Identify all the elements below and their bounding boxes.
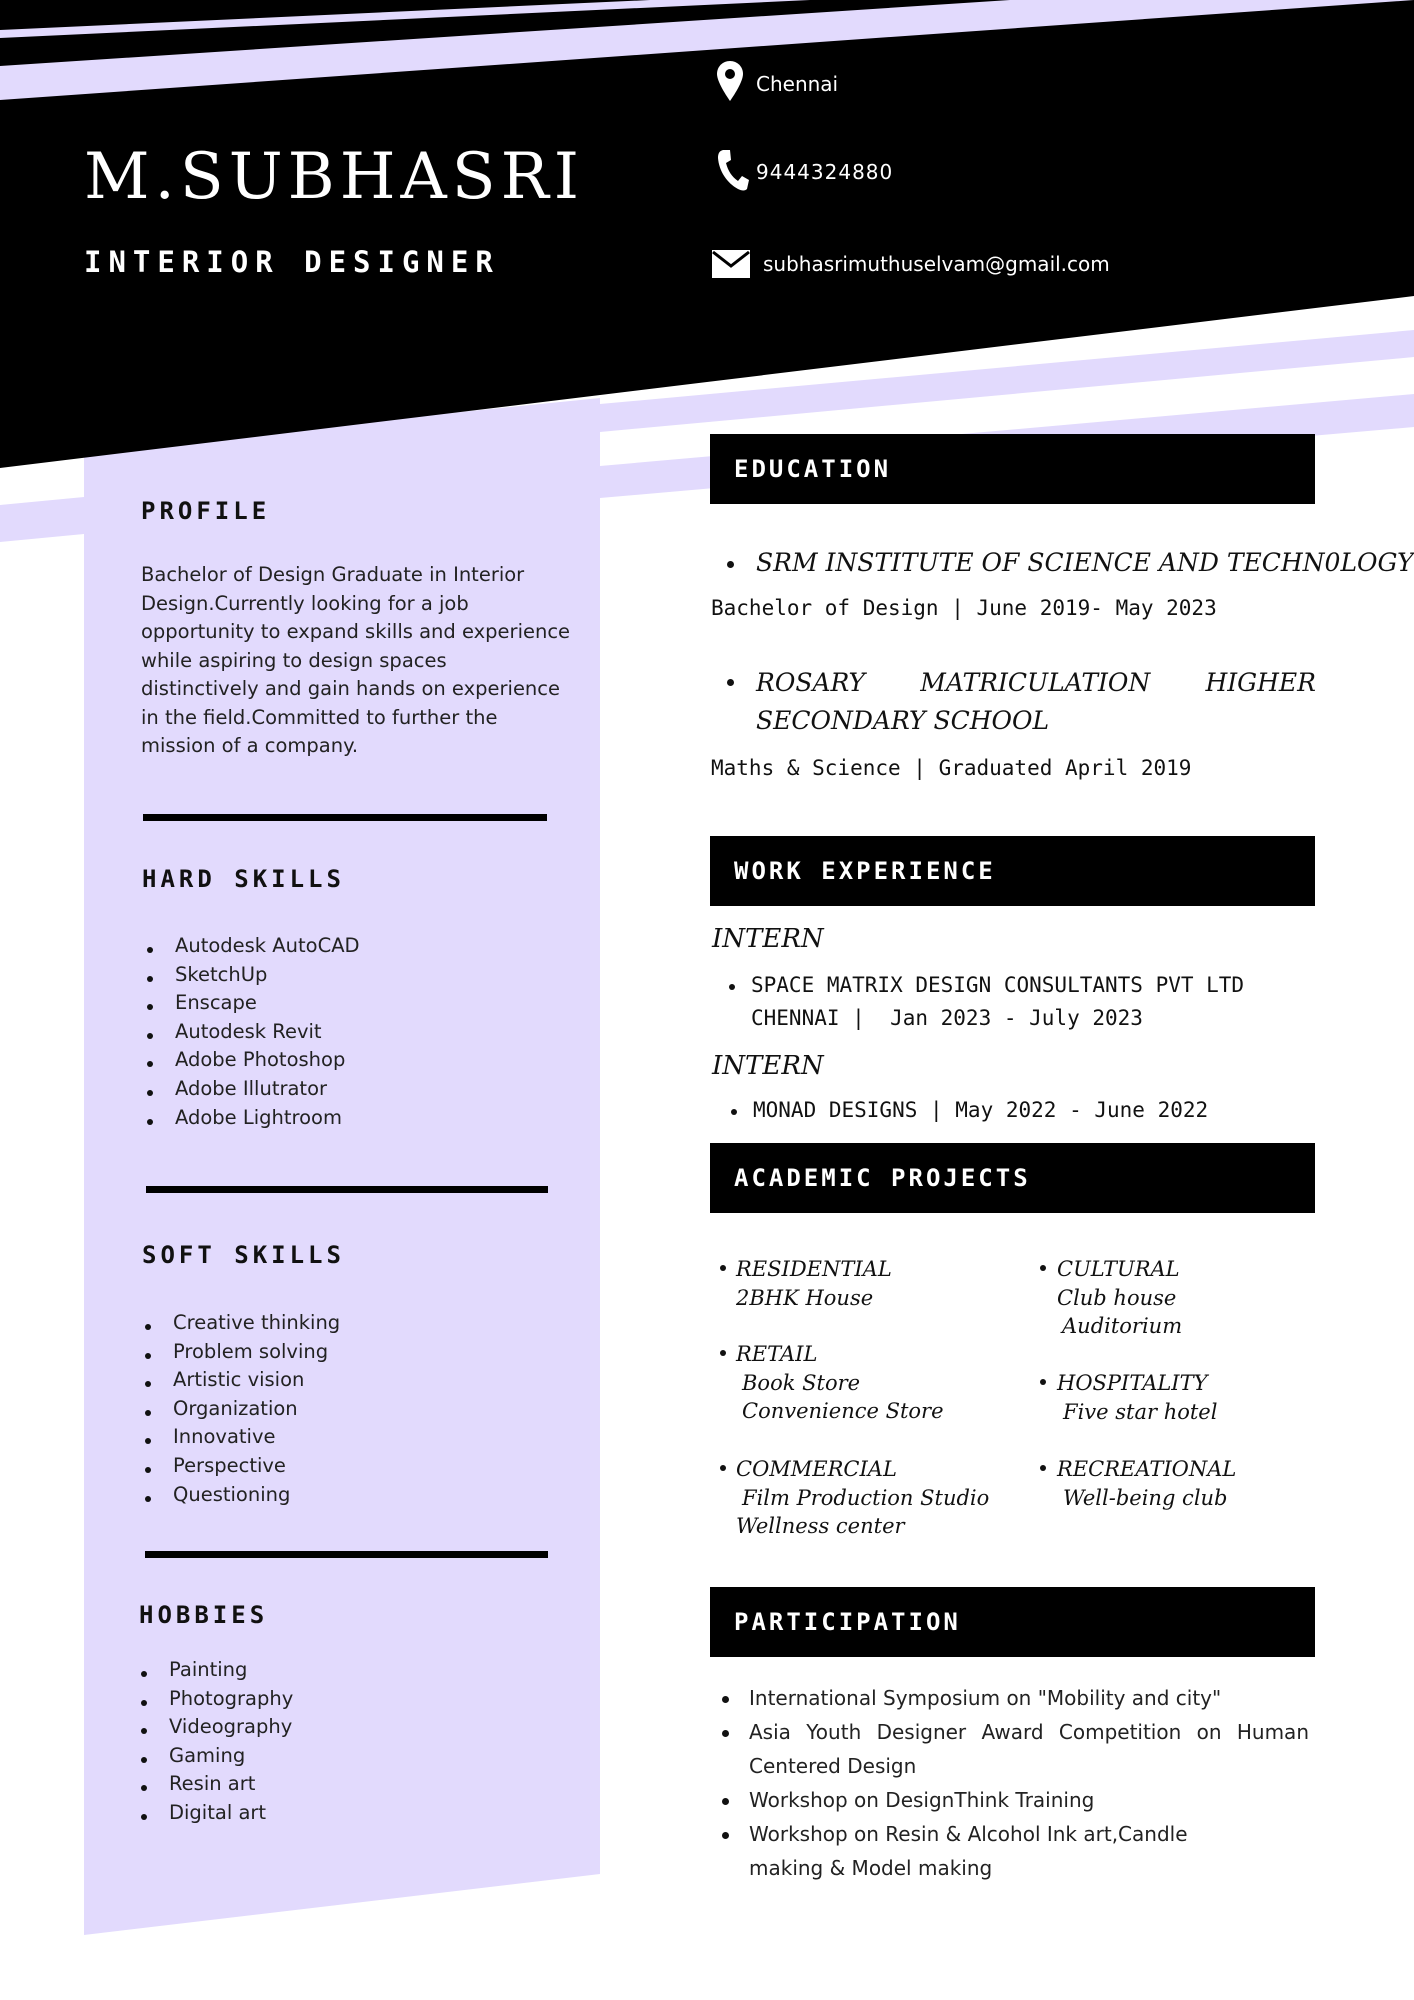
list-item: Gaming bbox=[139, 1742, 293, 1771]
list-item: Questioning bbox=[143, 1481, 340, 1510]
profile-line: mission of a company. bbox=[141, 734, 359, 757]
bullet bbox=[1040, 1465, 1046, 1471]
bullet bbox=[720, 1465, 726, 1471]
institution-word: ROSARY bbox=[756, 668, 866, 697]
bullet bbox=[729, 984, 735, 990]
participation-list bbox=[711, 1681, 1309, 1885]
project-item: Club house bbox=[1057, 1285, 1177, 1310]
list-item: Asia Youth Designer Award Competition on Human Centered Design bbox=[711, 1715, 1309, 1783]
list-item: Autodesk Revit bbox=[145, 1018, 360, 1047]
project-residential bbox=[736, 1255, 892, 1312]
list-item: Enscape bbox=[145, 989, 360, 1018]
list-item: Problem solving bbox=[143, 1338, 340, 1367]
project-category: HOSPITALITY bbox=[1057, 1371, 1208, 1395]
phone-text: 9444324880 bbox=[756, 160, 894, 184]
job-title: INTERIOR DESIGNER bbox=[84, 245, 500, 279]
project-item: Five star hotel bbox=[1063, 1399, 1218, 1424]
work-role: INTERN bbox=[712, 1051, 824, 1081]
candidate-name: M.SUBHASRI bbox=[84, 140, 585, 214]
work-experience-header bbox=[710, 836, 1315, 906]
email-text[interactable]: subhasrimuthuselvam@gmail.com bbox=[763, 252, 1110, 276]
academic-projects-heading: ACADEMIC PROJECTS bbox=[734, 1164, 1031, 1192]
bullet bbox=[731, 1109, 737, 1115]
list-item: Workshop on DesignThink Training bbox=[711, 1783, 1309, 1817]
profile-text bbox=[141, 561, 581, 761]
project-item: Well-being club bbox=[1063, 1485, 1228, 1510]
project-item: Auditorium bbox=[1062, 1314, 1183, 1338]
project-retail bbox=[736, 1340, 944, 1426]
list-item: Resin art bbox=[139, 1770, 293, 1799]
work-line: CHENNAI | Jan 2023 - July 2023 bbox=[751, 1006, 1143, 1030]
envelope-icon bbox=[712, 250, 750, 278]
soft-skills-heading: SOFT SKILLS bbox=[142, 1241, 345, 1269]
institution-line-justified bbox=[756, 664, 1316, 702]
education-institution: SRM INSTITUTE OF SCIENCE AND TECHN0LOGY bbox=[756, 548, 1414, 577]
list-item: Photography bbox=[139, 1685, 293, 1714]
list-item: Workshop on Resin & Alcohol Ink art,Candle making & Model making bbox=[711, 1817, 1309, 1885]
bullet bbox=[720, 1265, 726, 1271]
list-item: Organization bbox=[143, 1395, 340, 1424]
project-recreational bbox=[1057, 1455, 1236, 1512]
bullet bbox=[727, 679, 734, 686]
bullet bbox=[720, 1350, 726, 1356]
project-category: RETAIL bbox=[736, 1342, 818, 1366]
project-item: Wellness center bbox=[736, 1514, 905, 1538]
work-line: MONAD DESIGNS | May 2022 - June 2022 bbox=[753, 1098, 1209, 1122]
list-item: Perspective bbox=[143, 1452, 340, 1481]
profile-line: Bachelor of Design Graduate in Interior bbox=[141, 563, 525, 586]
project-item: Book Store bbox=[742, 1370, 861, 1395]
work-role: INTERN bbox=[712, 924, 824, 954]
participation-header bbox=[710, 1587, 1315, 1657]
list-item: Adobe Lightroom bbox=[145, 1104, 360, 1133]
hard-skills-list bbox=[145, 932, 360, 1132]
hard-skills-heading: HARD SKILLS bbox=[142, 865, 345, 893]
education-detail: Bachelor of Design | June 2019- May 2023 bbox=[711, 596, 1217, 620]
list-item: Painting bbox=[139, 1656, 293, 1685]
project-category: CULTURAL bbox=[1057, 1257, 1180, 1281]
list-item: SketchUp bbox=[145, 961, 360, 990]
institution-line: SECONDARY SCHOOL bbox=[756, 706, 1050, 735]
phone-icon bbox=[716, 148, 750, 192]
work-experience-heading: WORK EXPERIENCE bbox=[734, 857, 996, 885]
participation-heading: PARTICIPATION bbox=[734, 1608, 961, 1636]
institution-word: HIGHER bbox=[1205, 668, 1316, 697]
hobbies-list bbox=[139, 1656, 293, 1828]
work-details bbox=[751, 969, 1244, 1035]
list-item: Videography bbox=[139, 1713, 293, 1742]
education-heading: EDUCATION bbox=[734, 455, 892, 483]
academic-projects-header bbox=[710, 1143, 1315, 1213]
list-item: Adobe Illutrator bbox=[145, 1075, 360, 1104]
divider bbox=[145, 1551, 548, 1558]
soft-skills-list bbox=[143, 1309, 340, 1509]
divider bbox=[146, 1186, 548, 1193]
project-item: Convenience Store bbox=[742, 1399, 944, 1423]
project-category: RECREATIONAL bbox=[1057, 1457, 1237, 1481]
profile-line: Design.Currently looking for a job bbox=[141, 591, 469, 615]
profile-line: distinctively and gain hands on experience bbox=[141, 677, 561, 700]
project-category: RESIDENTIAL bbox=[736, 1257, 892, 1281]
lavender-stripe-left bbox=[0, 497, 84, 542]
work-line: SPACE MATRIX DESIGN CONSULTANTS PVT LTD bbox=[751, 973, 1245, 997]
project-item: 2BHK House bbox=[736, 1285, 874, 1310]
divider bbox=[143, 814, 547, 821]
profile-line: opportunity to expand skills and experience bbox=[141, 620, 571, 643]
bullet bbox=[1040, 1265, 1046, 1271]
location-pin-icon bbox=[716, 60, 744, 102]
list-item: International Symposium on "Mobility and city" bbox=[711, 1681, 1309, 1715]
list-item: Digital art bbox=[139, 1799, 293, 1828]
list-item: Autodesk AutoCAD bbox=[145, 932, 360, 961]
list-item: Creative thinking bbox=[143, 1309, 340, 1338]
project-cultural bbox=[1057, 1255, 1182, 1341]
location-text: Chennai bbox=[756, 72, 839, 96]
profile-line: in the field.Committed to further the bbox=[141, 705, 498, 729]
profile-line: while aspiring to design spaces bbox=[141, 648, 447, 672]
project-hospitality bbox=[1057, 1369, 1217, 1426]
education-institution bbox=[756, 664, 1316, 740]
project-item: Film Production Studio bbox=[742, 1485, 990, 1510]
project-commercial bbox=[736, 1455, 989, 1541]
list-item: Artistic vision bbox=[143, 1366, 340, 1395]
list-item: Adobe Photoshop bbox=[145, 1046, 360, 1075]
education-detail: Maths & Science | Graduated April 2019 bbox=[711, 756, 1192, 780]
bullet bbox=[727, 561, 734, 568]
profile-heading: PROFILE bbox=[141, 497, 271, 525]
hobbies-heading: HOBBIES bbox=[139, 1601, 269, 1629]
list-item: Innovative bbox=[143, 1423, 340, 1452]
institution-word: MATRICULATION bbox=[920, 668, 1151, 697]
bullet bbox=[1040, 1379, 1046, 1385]
education-header bbox=[710, 434, 1315, 504]
project-category: COMMERCIAL bbox=[736, 1457, 897, 1481]
